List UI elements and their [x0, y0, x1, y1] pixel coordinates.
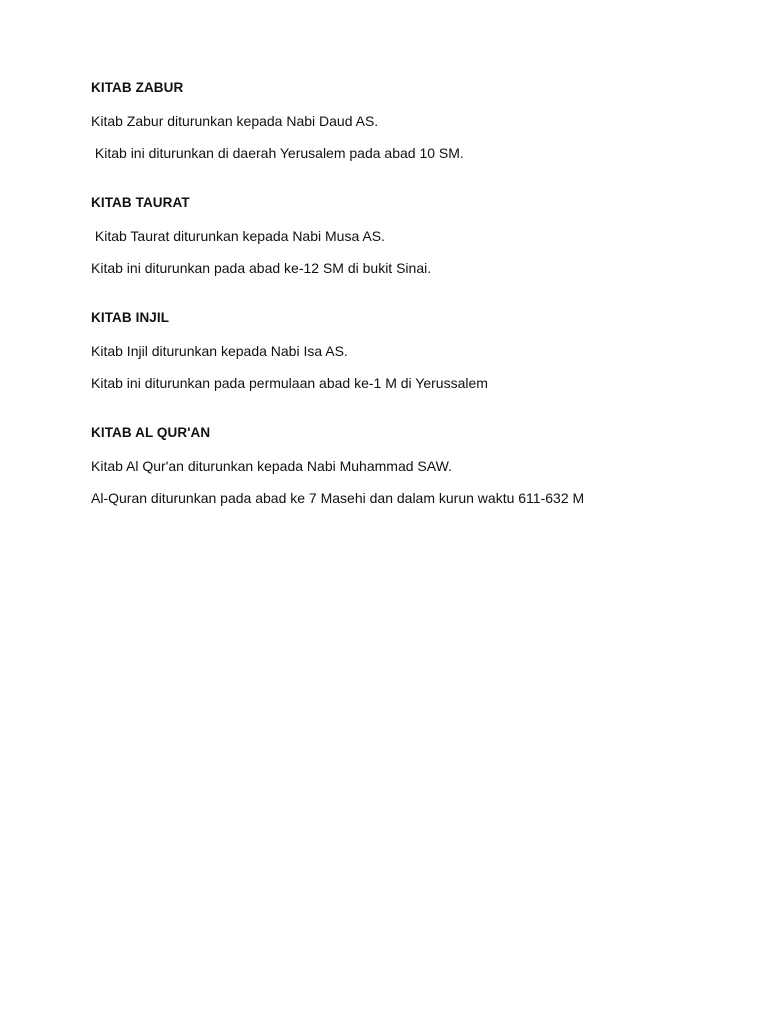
paragraph: Al-Quran diturunkan pada abad ke 7 Masehi dan dalam kurun waktu 611-632 M — [91, 490, 585, 506]
section-heading: KITAB ZABUR — [91, 80, 184, 95]
section-kitab-injil — [91, 309, 731, 392]
section-heading: KITAB AL QUR'AN — [91, 425, 211, 440]
paragraph: Kitab Taurat diturunkan kepada Nabi Musa AS. — [91, 228, 385, 244]
document-body — [91, 79, 731, 539]
section-kitab-al-quran — [91, 424, 731, 507]
paragraph: Kitab ini diturunkan pada permulaan abad ke-1 M di Yerussalem — [91, 375, 488, 391]
paragraph: Kitab Injil diturunkan kepada Nabi Isa AS. — [91, 343, 348, 359]
section-kitab-taurat — [91, 194, 731, 277]
section-kitab-zabur — [91, 79, 731, 162]
paragraph: Kitab ini diturunkan pada abad ke-12 SM di bukit Sinai. — [91, 260, 432, 276]
section-heading: KITAB TAURAT — [91, 195, 190, 210]
section-heading: KITAB INJIL — [91, 310, 170, 325]
paragraph: Kitab ini diturunkan di daerah Yerusalem pada abad 10 SM. — [91, 145, 464, 161]
paragraph: Kitab Al Qur'an diturunkan kepada Nabi Muhammad SAW. — [91, 458, 452, 474]
paragraph: Kitab Zabur diturunkan kepada Nabi Daud AS. — [91, 113, 379, 129]
